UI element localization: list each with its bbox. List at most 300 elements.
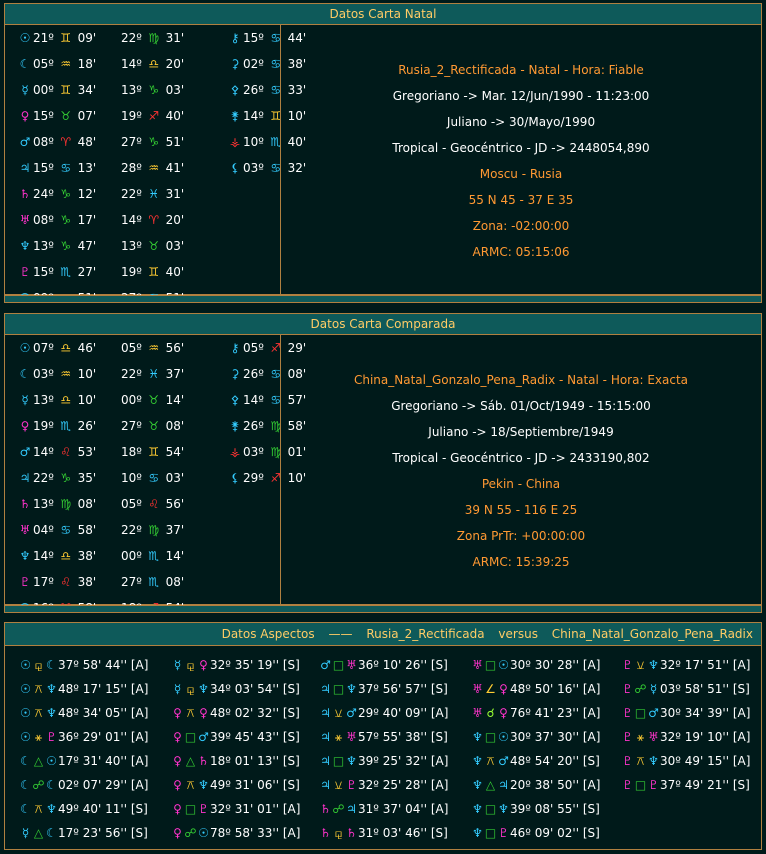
- minute-value: 46': [73, 341, 97, 355]
- natal-info: [281, 25, 761, 265]
- planet-icon: ♂: [320, 658, 331, 672]
- planet-icon: ☉: [198, 826, 209, 840]
- natal-julian: Juliano -> 30/Mayo/1990: [446, 115, 596, 129]
- sign-icon: ♉: [148, 239, 160, 253]
- sign-icon: ♍: [60, 497, 72, 511]
- aspect-type: [S]: [282, 778, 300, 792]
- sign-icon: ♑: [60, 239, 72, 253]
- orb-value: 32º 25' 28'': [358, 778, 431, 792]
- aspect-row: [171, 797, 300, 821]
- orb-value: 20º 38' 50'': [510, 778, 583, 792]
- position-cell: [121, 569, 184, 595]
- natal-jd: Tropical - Geocéntrico - JD -> 2448054,890: [392, 141, 650, 155]
- degree-value: 26º: [243, 367, 268, 381]
- planet-icon: ♃: [19, 471, 31, 485]
- position-cell: [121, 51, 184, 77]
- comp-coords: 39 N 55 - 116 E 25: [464, 503, 578, 517]
- minute-value: 40': [283, 135, 307, 149]
- aspect-type: [A]: [430, 802, 449, 816]
- minute-value: 40': [161, 109, 185, 123]
- sign-icon: ♑: [60, 471, 72, 485]
- aspect-type: [A]: [130, 754, 149, 768]
- planet-icon: ♆: [46, 802, 57, 816]
- degree-value: 03º: [243, 445, 268, 459]
- aspect-icon: ⚼: [186, 682, 195, 696]
- sign-icon: ♊: [148, 445, 160, 459]
- minute-value: 13': [73, 161, 97, 175]
- planet-icon: ♇: [19, 265, 31, 279]
- aspect-type: [S]: [430, 730, 448, 744]
- minute-value: 14': [161, 549, 185, 563]
- planet-icon: ♆: [472, 730, 483, 744]
- sign-icon: ♑: [60, 213, 72, 227]
- planet-icon: ♇: [648, 778, 659, 792]
- sign-icon: ♎: [60, 393, 72, 407]
- position-cell: [17, 103, 96, 129]
- natal-title: Datos Carta Natal: [5, 4, 761, 25]
- planet-icon: ♃: [346, 802, 357, 816]
- planet-icon: ☿: [21, 83, 29, 97]
- comp-place: Pekin - China: [481, 477, 561, 491]
- aspect-row: [19, 701, 148, 725]
- minute-value: 03': [161, 471, 185, 485]
- planet-icon: ⚸: [230, 471, 240, 485]
- degree-value: 00º: [121, 393, 146, 407]
- sign-icon: ♉: [148, 419, 160, 433]
- minute-value: 37': [161, 523, 185, 537]
- aspect-row: [621, 701, 750, 725]
- minute-value: 12': [73, 187, 97, 201]
- planet-icon: ♀: [199, 658, 208, 672]
- aspect-type: [A]: [430, 706, 449, 720]
- planet-icon: ♀: [173, 802, 182, 816]
- planet-icon: ☿: [173, 682, 182, 696]
- minute-value: 17': [73, 213, 97, 227]
- position-cell: [17, 517, 96, 543]
- planet-icon: ♅: [346, 730, 357, 744]
- minute-value: 33': [283, 83, 307, 97]
- degree-value: 03º: [33, 367, 58, 381]
- aspect-type: [A]: [130, 706, 149, 720]
- aspect-icon: □: [484, 658, 497, 672]
- minute-value: 09': [73, 31, 97, 45]
- planet-icon: ♆: [648, 754, 659, 768]
- degree-value: 08º: [33, 135, 58, 149]
- aspect-row: [621, 725, 750, 749]
- degree-value: 15º: [33, 109, 58, 123]
- aspect-type: [S]: [582, 754, 600, 768]
- aspect-icon: ☍: [332, 802, 345, 816]
- planet-icon: ♀: [173, 778, 182, 792]
- orb-value: 37º 49' 21'': [660, 778, 733, 792]
- planet-icon: ♀: [20, 109, 30, 123]
- planet-icon: ☾: [20, 754, 31, 768]
- comp-planet-table: [5, 335, 307, 647]
- planet-icon: ♆: [472, 802, 483, 816]
- planet-icon: ☉: [20, 730, 31, 744]
- planet-icon: ☾: [20, 802, 31, 816]
- position-cell: [121, 543, 184, 569]
- degree-value: 29º: [243, 471, 268, 485]
- minute-value: 56': [161, 341, 185, 355]
- orb-value: 17º 31' 40'': [58, 754, 131, 768]
- aspect-type: [S]: [130, 802, 148, 816]
- position-cell: [17, 387, 96, 413]
- planet-row: [5, 413, 307, 439]
- degree-value: 28º: [121, 161, 146, 175]
- planet-icon: ♅: [648, 730, 659, 744]
- sign-icon: ♏: [60, 265, 72, 279]
- aspect-row: [319, 797, 448, 821]
- position-cell: [17, 439, 96, 465]
- planet-icon: ♂: [19, 445, 31, 459]
- minute-value: 58': [73, 523, 97, 537]
- planet-icon: ☿: [173, 658, 182, 672]
- position-cell: [17, 259, 96, 285]
- aspect-row: [471, 701, 600, 725]
- natal-place: Moscu - Rusia: [479, 167, 563, 181]
- orb-value: 48º 34' 05'': [58, 706, 131, 720]
- degree-value: 04º: [33, 523, 58, 537]
- minute-value: 29': [283, 341, 307, 355]
- sign-icon: ♈: [60, 135, 72, 149]
- minute-value: 44': [283, 31, 307, 45]
- degree-value: 05º: [121, 341, 146, 355]
- aspect-icon: □: [634, 706, 647, 720]
- orb-value: 78º 58' 33'': [210, 826, 283, 840]
- degree-value: 15º: [33, 265, 58, 279]
- degree-value: 05º: [33, 57, 58, 71]
- degree-value: 27º: [121, 135, 146, 149]
- minute-value: 53': [73, 445, 97, 459]
- aspects-column: [621, 653, 750, 797]
- degree-value: 22º: [121, 187, 146, 201]
- aspects-column: [171, 653, 300, 845]
- aspect-icon: □: [332, 682, 345, 696]
- planet-icon: ♂: [648, 706, 659, 720]
- sign-icon: ♏: [60, 419, 72, 433]
- position-cell: [17, 543, 96, 569]
- aspect-type: [A]: [282, 802, 301, 816]
- sign-icon: ♐: [148, 109, 160, 123]
- degree-value: 15º: [33, 161, 58, 175]
- aspect-icon: □: [484, 730, 497, 744]
- planet-icon: ♄: [320, 802, 331, 816]
- planet-icon: ♆: [46, 706, 57, 720]
- planet-icon: ♇: [346, 778, 357, 792]
- aspect-row: [19, 797, 148, 821]
- degree-value: 27º: [121, 575, 146, 589]
- planet-icon: ♆: [346, 682, 357, 696]
- aspect-row: [471, 677, 600, 701]
- aspect-icon: ⚺: [334, 706, 343, 720]
- sign-icon: ♋: [270, 31, 282, 45]
- planet-row: [5, 25, 307, 51]
- planet-icon: ⚳: [230, 367, 240, 381]
- minute-value: 14': [161, 393, 185, 407]
- minute-value: 20': [161, 213, 185, 227]
- aspect-row: [319, 701, 448, 725]
- aspect-icon: □: [184, 730, 197, 744]
- aspect-icon: □: [184, 802, 197, 816]
- planet-icon: ♀: [173, 730, 182, 744]
- sign-icon: ♋: [60, 161, 72, 175]
- degree-value: 19º: [33, 419, 58, 433]
- minute-value: 08': [161, 419, 185, 433]
- aspect-icon: ⚺: [636, 658, 645, 672]
- aspect-type: [A]: [732, 730, 751, 744]
- aspects-column: [19, 653, 148, 845]
- aspect-icon: ⚼: [34, 658, 43, 672]
- aspect-type: [S]: [282, 658, 300, 672]
- minute-value: 07': [73, 109, 97, 123]
- planet-icon: ♂: [498, 754, 509, 768]
- position-cell: [17, 465, 96, 491]
- aspect-row: [171, 773, 300, 797]
- aspect-type: [S]: [282, 682, 300, 696]
- minute-value: 10': [283, 109, 307, 123]
- orb-value: 39º 45' 43'': [210, 730, 283, 744]
- degree-value: 27º: [121, 419, 146, 433]
- aspect-icon: △: [33, 754, 44, 768]
- minute-value: 58': [283, 419, 307, 433]
- sign-icon: ♋: [148, 471, 160, 485]
- aspect-row: [19, 749, 148, 773]
- planet-icon: ♇: [622, 778, 633, 792]
- orb-value: 37º 56' 57'': [358, 682, 431, 696]
- planet-icon: ♂: [346, 706, 357, 720]
- comp-info: [281, 335, 761, 575]
- degree-value: 22º: [121, 31, 146, 45]
- aspect-type: [A]: [582, 682, 601, 696]
- aspect-type: [S]: [430, 826, 448, 840]
- planet-icon: ♄: [19, 497, 31, 511]
- aspect-type: [S]: [732, 778, 750, 792]
- minute-value: 08': [161, 575, 185, 589]
- planet-icon: ☾: [20, 778, 31, 792]
- aspect-row: [319, 677, 448, 701]
- aspect-type: [S]: [582, 826, 600, 840]
- planet-icon: ☿: [649, 682, 658, 696]
- aspect-type: [S]: [282, 706, 300, 720]
- aspect-row: [621, 653, 750, 677]
- position-cell: [17, 51, 96, 77]
- degree-value: 24º: [33, 187, 58, 201]
- orb-value: 03º 58' 51'': [660, 682, 733, 696]
- aspect-row: [171, 677, 300, 701]
- orb-value: 31º 03' 46'': [358, 826, 431, 840]
- position-cell: [17, 77, 96, 103]
- sign-icon: ♈: [148, 213, 160, 227]
- minute-value: 18': [73, 57, 97, 71]
- planet-icon: ⚵: [230, 419, 240, 433]
- aspect-icon: ⚹: [334, 730, 343, 744]
- planet-row: [5, 569, 280, 595]
- position-cell: [121, 465, 184, 491]
- degree-value: 18º: [121, 445, 146, 459]
- comp-panel: [4, 313, 762, 605]
- position-cell: [17, 207, 96, 233]
- planet-icon: ⚵: [230, 109, 240, 123]
- planet-icon: ♆: [472, 778, 483, 792]
- sign-icon: ♏: [148, 575, 160, 589]
- minute-value: 31': [161, 31, 185, 45]
- position-cell: [17, 491, 96, 517]
- aspects-title: Datos Aspectos: [221, 627, 315, 641]
- aspect-icon: ☌: [486, 706, 495, 720]
- aspect-type: [A]: [130, 682, 149, 696]
- natal-panel: [4, 3, 762, 295]
- planet-row: [5, 465, 307, 491]
- planet-icon: ☾: [46, 658, 57, 672]
- position-cell: [121, 413, 184, 439]
- orb-value: 48º 02' 32'': [210, 706, 283, 720]
- sign-icon: ♎: [60, 341, 72, 355]
- aspect-icon: □: [332, 658, 345, 672]
- orb-value: 32º 19' 10'': [660, 730, 733, 744]
- position-cell: [17, 233, 96, 259]
- position-cell: [17, 155, 96, 181]
- aspect-row: [19, 821, 148, 845]
- minute-value: 03': [161, 83, 185, 97]
- planet-icon: ☾: [19, 367, 31, 381]
- orb-value: 57º 55' 38'': [358, 730, 431, 744]
- orb-value: 48º 17' 15'': [58, 682, 131, 696]
- minute-value: 10': [283, 471, 307, 485]
- planet-icon: ☉: [498, 730, 509, 744]
- sign-icon: ♍: [270, 419, 282, 433]
- planet-icon: ♆: [472, 826, 483, 840]
- planet-icon: ♇: [622, 706, 633, 720]
- orb-value: 37º 58' 44'': [58, 658, 131, 672]
- planet-icon: ♀: [173, 754, 182, 768]
- degree-value: 14º: [243, 393, 268, 407]
- sign-icon: ♑: [60, 187, 72, 201]
- planet-row: [5, 207, 280, 233]
- aspect-type: [S]: [430, 658, 448, 672]
- orb-value: 48º 50' 16'': [510, 682, 583, 696]
- planet-row: [5, 77, 307, 103]
- minute-value: 27': [73, 265, 97, 279]
- sign-icon: ♒: [148, 341, 160, 355]
- degree-value: 13º: [33, 497, 58, 511]
- planet-icon: ⚸: [230, 161, 240, 175]
- aspect-icon: ☍: [634, 682, 647, 696]
- orb-value: 39º 08' 55'': [510, 802, 583, 816]
- position-cell: [121, 181, 184, 207]
- planet-row: [5, 439, 307, 465]
- minute-value: 26': [73, 419, 97, 433]
- orb-value: 17º 23' 56'': [58, 826, 131, 840]
- planet-row: [5, 129, 307, 155]
- orb-value: 39º 25' 32'': [358, 754, 431, 768]
- minute-value: 47': [73, 239, 97, 253]
- planet-row: [5, 491, 280, 517]
- aspects-column: [319, 653, 448, 845]
- aspect-icon: ⚻: [486, 754, 495, 768]
- aspect-icon: ☍: [32, 778, 45, 792]
- degree-value: 21º: [33, 31, 58, 45]
- planet-icon: ♇: [198, 802, 209, 816]
- position-cell: [121, 259, 184, 285]
- planet-row: [5, 259, 280, 285]
- aspect-row: [319, 749, 448, 773]
- aspect-icon: ⚼: [186, 658, 195, 672]
- sign-icon: ♓: [148, 187, 160, 201]
- planet-icon: ♅: [19, 213, 31, 227]
- sign-icon: ♋: [270, 393, 282, 407]
- planet-icon: ♂: [19, 135, 31, 149]
- minute-value: 41': [161, 161, 185, 175]
- aspect-row: [19, 653, 148, 677]
- aspect-type: [A]: [430, 754, 449, 768]
- minute-value: 54': [161, 445, 185, 459]
- position-cell: [121, 129, 184, 155]
- degree-value: 14º: [243, 109, 268, 123]
- aspect-type: [S]: [130, 826, 148, 840]
- planet-row: [5, 155, 307, 181]
- minute-value: 56': [161, 497, 185, 511]
- planet-icon: ♃: [19, 161, 31, 175]
- planet-icon: ♇: [622, 754, 633, 768]
- planet-icon: ☉: [498, 658, 509, 672]
- position-cell: [17, 361, 96, 387]
- comp-zone: Zona PrTr: +00:00:00: [456, 529, 586, 543]
- sign-icon: ♋: [270, 57, 282, 71]
- comp-gregorian: Gregoriano -> Sáb. 01/Oct/1949 - 15:15:00: [391, 399, 651, 413]
- orb-value: 32º 31' 01'': [210, 802, 283, 816]
- degree-value: 00º: [121, 549, 146, 563]
- comp-title: Datos Carta Comparada: [5, 314, 761, 335]
- aspect-icon: ⚻: [636, 754, 645, 768]
- aspect-icon: ☍: [184, 826, 197, 840]
- minute-value: 34': [73, 83, 97, 97]
- planet-icon: ♀: [499, 706, 508, 720]
- aspect-row: [319, 773, 448, 797]
- position-cell: [17, 129, 96, 155]
- orb-value: 18º 01' 13'': [210, 754, 283, 768]
- aspect-row: [19, 677, 148, 701]
- aspect-icon: ∠: [485, 682, 496, 696]
- degree-value: 22º: [121, 367, 146, 381]
- aspect-row: [171, 725, 300, 749]
- aspect-type: [A]: [732, 754, 751, 768]
- aspects-right-chart: China_Natal_Gonzalo_Pena_Radix: [551, 627, 753, 641]
- orb-value: 30º 49' 15'': [660, 754, 733, 768]
- aspects-dash: ——: [328, 627, 353, 641]
- planet-icon: ♄: [198, 754, 209, 768]
- planet-icon: ☾: [46, 778, 57, 792]
- planet-icon: ♅: [472, 658, 483, 672]
- aspect-row: [19, 725, 148, 749]
- sign-icon: ♏: [148, 549, 160, 563]
- aspect-type: [A]: [732, 706, 751, 720]
- planet-icon: ♆: [648, 658, 659, 672]
- position-cell: [17, 335, 96, 361]
- orb-value: 29º 40' 09'': [358, 706, 431, 720]
- planet-icon: ☉: [20, 706, 31, 720]
- aspect-icon: ⚻: [34, 706, 43, 720]
- aspect-row: [319, 821, 448, 845]
- aspect-row: [319, 725, 448, 749]
- aspects-header: [5, 623, 761, 646]
- degree-value: 19º: [121, 109, 146, 123]
- aspect-row: [171, 653, 300, 677]
- minute-value: 57': [283, 393, 307, 407]
- degree-value: 14º: [33, 445, 58, 459]
- aspect-icon: □: [332, 754, 345, 768]
- sign-icon: ♊: [60, 83, 72, 97]
